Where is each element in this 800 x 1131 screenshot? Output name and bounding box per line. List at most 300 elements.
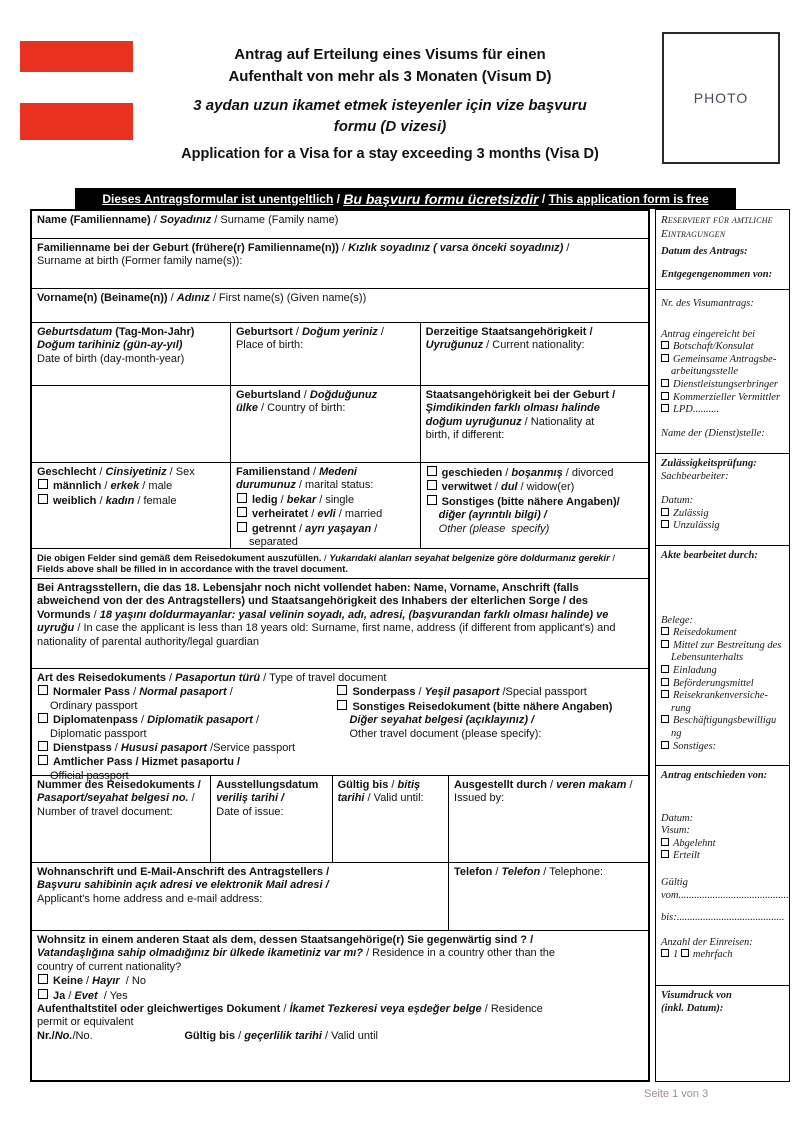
text-segment: Geburtsland <box>235 389 301 401</box>
spacer <box>661 259 785 269</box>
form-line <box>426 416 642 429</box>
text-segment: Erteilt <box>673 850 700 862</box>
text-segment: Nummer des Reisedokuments / <box>37 779 201 791</box>
form-line <box>338 779 442 806</box>
form-line <box>236 507 414 521</box>
spacer <box>661 563 785 615</box>
form-row <box>32 239 648 289</box>
form-line <box>661 640 785 653</box>
form-line <box>37 552 642 575</box>
text-segment: / <box>280 1003 290 1016</box>
text-segment: / marital status: <box>295 479 374 492</box>
text-segment: erkek <box>110 480 140 493</box>
form-line <box>661 728 785 741</box>
form-line <box>426 339 642 352</box>
text-segment: Gültig <box>661 876 688 888</box>
form-line <box>336 728 642 741</box>
form-line <box>661 690 785 703</box>
form-line <box>661 508 785 521</box>
text-segment: / <box>300 389 310 401</box>
spacer <box>661 311 785 329</box>
form-line <box>661 825 785 838</box>
form-line <box>37 582 642 649</box>
text-segment: dul <box>500 481 518 494</box>
text-segment: ng <box>671 727 682 739</box>
text-segment: Keine <box>53 975 83 988</box>
text-segment: Sonderpass <box>352 686 416 699</box>
photo-label: PHOTO <box>693 90 749 106</box>
form-line <box>336 685 642 699</box>
checkbox-icon <box>38 685 48 695</box>
form-line <box>426 389 642 402</box>
text-segment: / Residence <box>481 1003 543 1016</box>
form-cell <box>32 211 648 238</box>
text-segment: Eintragungen <box>661 227 726 240</box>
form-cell <box>32 239 648 288</box>
text-segment: LPD.......... <box>673 404 720 416</box>
form-line <box>37 1030 642 1043</box>
text-segment: / <box>130 686 140 699</box>
form-line <box>236 402 414 415</box>
text-segment: / Surname (Family name) <box>211 214 339 226</box>
text-segment: Diplomatic passport <box>50 727 147 740</box>
form-cell <box>421 386 648 462</box>
form-line <box>426 402 642 415</box>
text-segment: Name der (Dienst)stelle: <box>661 427 765 439</box>
checkbox-icon <box>237 522 247 532</box>
text-segment: Evet <box>74 989 98 1002</box>
photo-placeholder-box <box>662 32 780 164</box>
text-segment: / Sex <box>166 466 195 478</box>
form-row <box>32 323 648 386</box>
form-line <box>661 877 785 890</box>
checkbox-icon <box>661 640 669 648</box>
cell-column <box>37 685 336 783</box>
form-line <box>661 615 785 628</box>
form-line <box>661 550 785 563</box>
text-segment: Kommerzieller Vermittler <box>673 391 781 403</box>
form-line <box>661 471 785 484</box>
text-segment: bitiş tarihi <box>337 779 424 805</box>
text-segment: Place of birth: <box>235 339 304 352</box>
text-segment: İkamet Tezkeresi veya eşdeğer belge <box>289 1003 482 1016</box>
form-title-turkish-line2: formu (D vizesi) <box>333 117 447 135</box>
text-segment: Visum: <box>661 825 690 837</box>
sidebar-section <box>656 986 789 1083</box>
form-cell <box>333 776 449 862</box>
text-segment: separated <box>248 536 298 549</box>
text-segment: Diplomatik pasaport <box>147 714 253 727</box>
checkbox-icon <box>427 480 437 490</box>
checkbox-icon <box>337 700 347 710</box>
form-line <box>37 1003 642 1016</box>
text-segment: Sonstiges (bitte nähere Angaben)/ <box>441 495 620 508</box>
text-segment: Familienstand <box>235 466 310 478</box>
text-segment: Botschaft/Konsulat <box>673 341 754 353</box>
text-segment: arbeitungsstelle <box>671 366 739 378</box>
form-line <box>37 947 642 960</box>
text-segment: Vatandaşlığına sahip olmadığınız bir ülkede ikametiniz var mı? <box>37 947 364 960</box>
checkbox-icon <box>661 715 669 723</box>
form-cell <box>32 386 231 462</box>
form-line <box>216 806 325 819</box>
text-segment: geçerlilik tarihi <box>244 1029 322 1042</box>
form-line <box>37 713 336 727</box>
austrian-flag-stripe-top <box>20 41 133 72</box>
austrian-flag-stripe-bottom <box>20 103 133 140</box>
text-segment: / <box>167 292 177 304</box>
form-line <box>236 522 414 536</box>
form-row <box>32 776 648 863</box>
form-line <box>37 974 642 988</box>
form-line <box>37 255 642 268</box>
text-segment: durumunuz <box>235 479 296 492</box>
form-cell <box>421 323 648 385</box>
text-segment: Unzulässig <box>673 520 720 532</box>
text-segment: / <box>111 742 121 755</box>
form-line <box>661 495 785 508</box>
form-line <box>661 341 785 354</box>
form-line <box>661 715 785 728</box>
text-segment: Doğduğunuz <box>309 389 378 401</box>
text-segment: / <box>277 493 287 506</box>
text-segment: birth, if different: <box>425 429 505 442</box>
text-segment: / <box>371 522 378 535</box>
form-cell <box>32 579 648 668</box>
text-segment: / <box>295 522 306 535</box>
text-segment: / Nationality at <box>521 415 595 428</box>
text-segment: / Type of travel document <box>260 672 387 684</box>
text-segment: rung <box>671 702 691 714</box>
banner-text-german: Dieses Antragsformular ist unentgeltlich <box>102 191 334 206</box>
form-cell <box>32 463 231 548</box>
form-line <box>37 934 642 947</box>
checkbox-icon <box>427 495 437 505</box>
checkbox-icon <box>661 508 669 516</box>
text-segment: Sonstiges Reisedokument (bitte nähere Angaben) <box>352 700 613 713</box>
text-segment: / <box>491 481 501 494</box>
text-segment: Date of issue: <box>216 805 284 818</box>
text-segment: Wohnsitz in einem anderen Staat als dem, dessen Staatsangehörige(r) Sie gegenwärtig sind ? / <box>37 934 534 946</box>
form-cell <box>231 463 421 548</box>
checkbox-icon <box>661 665 669 673</box>
text-segment: boşanmış <box>511 467 563 479</box>
form-cell <box>449 776 648 862</box>
text-segment: /No. <box>72 1029 93 1042</box>
form-line <box>661 520 785 533</box>
text-segment: / <box>377 326 384 338</box>
text-segment: Applicant's home address and e-mail address: <box>37 892 263 905</box>
text-segment: / male <box>139 480 173 493</box>
sidebar-section <box>656 454 789 546</box>
checkbox-icon <box>38 974 48 984</box>
text-segment: Gültig bis <box>184 1029 236 1042</box>
checkbox-icon <box>38 494 48 504</box>
text-segment: Date of birth (day-month-year) <box>37 352 185 365</box>
text-segment: / female <box>134 494 177 507</box>
text-segment: Telefon <box>501 866 541 878</box>
text-segment: Datum: <box>661 495 694 507</box>
form-line <box>661 246 785 259</box>
form-line <box>661 770 785 783</box>
spacer <box>661 483 785 495</box>
form-line <box>454 866 642 879</box>
form-row <box>32 579 648 669</box>
form-line <box>661 678 785 691</box>
text-segment: / <box>338 242 349 254</box>
form-line <box>661 838 785 851</box>
form-line <box>37 728 336 741</box>
form-line <box>426 523 642 536</box>
text-segment: doğum uyruğunuz <box>425 415 522 428</box>
checkbox-icon <box>661 838 669 846</box>
text-segment: / <box>226 686 233 699</box>
form-cell <box>449 863 648 930</box>
form-line <box>661 741 785 754</box>
text-segment: / Residence in a country other than the <box>363 947 556 960</box>
form-line <box>37 292 642 305</box>
checkbox-icon <box>661 520 669 528</box>
text-segment: Anzahl der Einreisen: <box>661 936 753 948</box>
checkbox-icon <box>661 949 669 957</box>
form-line <box>37 879 442 892</box>
text-segment: Beförderungsmittel <box>673 677 754 689</box>
text-segment: / <box>137 714 148 727</box>
form-line <box>661 703 785 716</box>
text-segment: veriliş tarihi / <box>216 792 285 805</box>
text-segment: / <box>388 779 398 791</box>
text-segment: Vorname(n) (Beiname(n)) <box>37 292 168 304</box>
form-line <box>661 298 785 311</box>
text-segment: country of current nationality? <box>37 960 182 973</box>
text-segment: Diplomatenpass <box>53 714 138 727</box>
form-line <box>661 354 785 367</box>
text-segment: vom.......................................... <box>661 889 789 901</box>
text-segment: ayrı yaşayan <box>305 522 372 535</box>
checkbox-icon <box>427 466 437 476</box>
text-segment: Einladung <box>673 664 717 676</box>
page-number: Seite 1 von 3 <box>644 1088 709 1100</box>
checkbox-icon <box>661 678 669 686</box>
form-row <box>32 669 648 782</box>
form-line <box>37 989 642 1003</box>
text-segment: Bei Antragsstellern, die das 18. Lebensjahr noch nicht vollendet haben: Name, Vorname, Anschrift (falls abweichend von der des Antragstellers) und Staatsangehörigkeit des Inhabers der elterlichen Sorge / des Vormunds <box>37 582 592 621</box>
text-segment: Datum des Antrags: <box>661 246 748 258</box>
banner-separator: / <box>538 191 549 206</box>
text-segment: weiblich <box>53 494 97 507</box>
text-segment: Ausstellungsdatum <box>216 779 319 791</box>
text-segment: Geburtsort <box>235 326 293 338</box>
free-form-banner <box>75 188 736 209</box>
text-segment: Normal pasaport <box>139 686 227 699</box>
form-line <box>661 949 785 962</box>
text-segment: / married <box>335 508 383 521</box>
text-segment: Ja <box>53 989 66 1002</box>
form-line <box>336 714 642 727</box>
text-segment: Zulässigkeitsprüfung: <box>661 458 757 469</box>
text-segment: mehrfach <box>692 949 733 961</box>
text-segment: Zulässig <box>673 507 709 519</box>
form-line <box>661 392 785 405</box>
text-segment: kadın <box>105 494 135 507</box>
text-segment: Hususi pasaport <box>120 742 208 755</box>
text-segment: Dienstpass <box>53 742 112 755</box>
text-segment: Reisedokument <box>673 627 737 639</box>
text-segment: Abgelehnt <box>673 837 716 849</box>
text-segment: / <box>96 466 106 478</box>
text-segment: Reserviert für amtliche <box>661 214 773 226</box>
form-line <box>37 961 642 974</box>
text-segment: / <box>308 508 318 521</box>
text-segment: verheiratet <box>251 508 309 521</box>
form-line <box>661 329 785 342</box>
form-line <box>236 466 414 479</box>
checkbox-icon <box>681 949 689 957</box>
form-line <box>426 466 642 480</box>
text-segment: / Country of birth: <box>257 402 346 415</box>
text-segment: / <box>563 242 570 254</box>
form-line <box>661 665 785 678</box>
checkbox-icon <box>661 850 669 858</box>
form-cell <box>32 776 211 862</box>
official-entries-sidebar <box>655 209 790 1082</box>
text-segment: Beschäftigungsbewilligu <box>673 715 777 727</box>
text-segment: Akte bearbeitet durch: <box>661 550 758 561</box>
text-segment: Other (please specify) <box>438 522 550 535</box>
form-line <box>37 494 224 508</box>
form-cell <box>32 323 231 385</box>
checkbox-icon <box>661 404 669 412</box>
spacer <box>661 783 785 813</box>
text-segment: evli <box>317 508 336 521</box>
form-line <box>37 353 224 366</box>
text-segment: / <box>165 672 176 684</box>
form-cell <box>32 863 449 930</box>
form-title-turkish-line1: 3 aydan uzun ikamet etmek isteyenler için vize başvuru <box>193 96 587 114</box>
text-segment: 1 <box>673 949 681 961</box>
form-row <box>32 289 648 323</box>
text-segment: / <box>309 466 320 478</box>
form-line <box>236 493 414 507</box>
banner-text-english: This application form is free <box>548 191 709 206</box>
text-segment: Die obigen Felder sind gemäß dem Reisedokument auszufüllen. <box>37 552 322 563</box>
form-line <box>661 428 785 441</box>
text-segment: Kızlık soyadınız ( varsa önceki soyadınız) <box>348 242 564 254</box>
form-cell <box>32 549 648 578</box>
form-line <box>426 509 642 522</box>
text-segment: Reisekrankenversiche- <box>673 690 769 702</box>
form-line <box>661 458 785 471</box>
form-line <box>661 228 785 242</box>
text-segment: / Yes <box>97 989 128 1002</box>
sidebar-section <box>656 290 789 454</box>
text-segment: / <box>252 714 260 727</box>
text-segment: / <box>90 608 100 621</box>
text-segment: Doğum yeriniz <box>301 326 378 338</box>
form-title-english: Application for a Visa for a stay exceeding 3 months (Visa D) <box>181 145 599 162</box>
text-segment: Other travel document (please specify): <box>349 727 542 740</box>
text-segment: Aufenthaltstitel oder gleichwertiges Dokument <box>37 1003 281 1016</box>
text-segment: Antrag eingereicht bei <box>661 328 756 340</box>
form-line <box>37 741 336 755</box>
form-cell <box>211 776 332 862</box>
text-segment: No. <box>54 1029 73 1042</box>
spacer <box>661 925 785 937</box>
form-line <box>661 813 785 826</box>
text-segment: Wohnanschrift und E-Mail-Anschrift des Antragstellers / <box>37 866 330 878</box>
form-line <box>37 755 336 769</box>
text-segment: Mittel zur Bestreitung des <box>673 639 782 651</box>
form-line <box>661 990 785 1003</box>
text-segment: (inkl. Datum): <box>661 1002 724 1014</box>
text-segment: Lebensunterhalts <box>671 652 744 664</box>
text-segment: Ausgestellt durch <box>454 779 547 791</box>
checkbox-icon <box>337 685 347 695</box>
text-segment: Geburtsdatum <box>37 326 113 338</box>
text-segment: bis:......................................... <box>661 912 785 924</box>
text-segment: /Special passport <box>499 686 587 699</box>
text-segment: Fields above shall be filled in in accordance with the travel document. <box>37 563 349 575</box>
text-segment: Antrag entschieden von: <box>661 770 768 781</box>
checkbox-icon <box>661 627 669 635</box>
form-line <box>37 792 204 819</box>
form-row <box>32 463 648 549</box>
form-line <box>37 893 442 906</box>
text-segment: Diğer seyahat belgesi (açıklayınız) / <box>349 714 535 727</box>
text-segment: permit or equivalent <box>37 1016 134 1029</box>
form-line <box>426 495 642 509</box>
text-segment: Derzeitige Staatsangehörigkeit / <box>425 326 593 338</box>
text-segment: /Service passport <box>207 742 296 755</box>
text-segment: / <box>235 1029 245 1042</box>
text-segment: Visumdruck von <box>661 990 732 1001</box>
form-line <box>661 269 785 282</box>
form-line <box>661 366 785 379</box>
form-cell <box>32 289 648 322</box>
form-cell <box>231 386 421 462</box>
form-row <box>32 386 648 463</box>
form-line <box>661 937 785 950</box>
form-row <box>32 211 648 239</box>
form-line <box>37 479 224 493</box>
form-cell <box>421 463 648 548</box>
spacer <box>661 863 785 877</box>
form-line <box>454 779 642 806</box>
sidebar-section <box>656 210 789 290</box>
text-segment: / single <box>316 493 355 506</box>
form-line <box>37 339 224 352</box>
text-segment: / <box>321 552 330 563</box>
text-segment: / <box>82 975 93 988</box>
text-segment: Cinsiyetiniz <box>105 466 167 478</box>
text-segment: Gemeinsame Antragsbe- <box>673 353 777 365</box>
spacer <box>661 417 785 428</box>
text-segment: Art des Reisedokuments <box>37 672 166 684</box>
form-row <box>32 863 648 931</box>
text-segment: Şimdikinden farklı olması halinde <box>425 402 600 415</box>
form-line <box>336 700 642 714</box>
form-line <box>216 792 325 805</box>
form-line <box>661 889 789 903</box>
text-segment: Familienname bei der Geburt (frühere(r) Familienname(n)) <box>37 242 339 254</box>
text-segment: Name (Familienname) <box>37 214 151 226</box>
text-segment: Sachbearbeiter: <box>661 470 729 482</box>
text-segment: Official passport <box>50 769 129 782</box>
form-line <box>426 326 642 339</box>
text-segment: / Valid until <box>321 1029 378 1042</box>
text-segment: Surname at birth (Former family name(s)): <box>37 255 243 268</box>
text-segment <box>93 1030 185 1042</box>
